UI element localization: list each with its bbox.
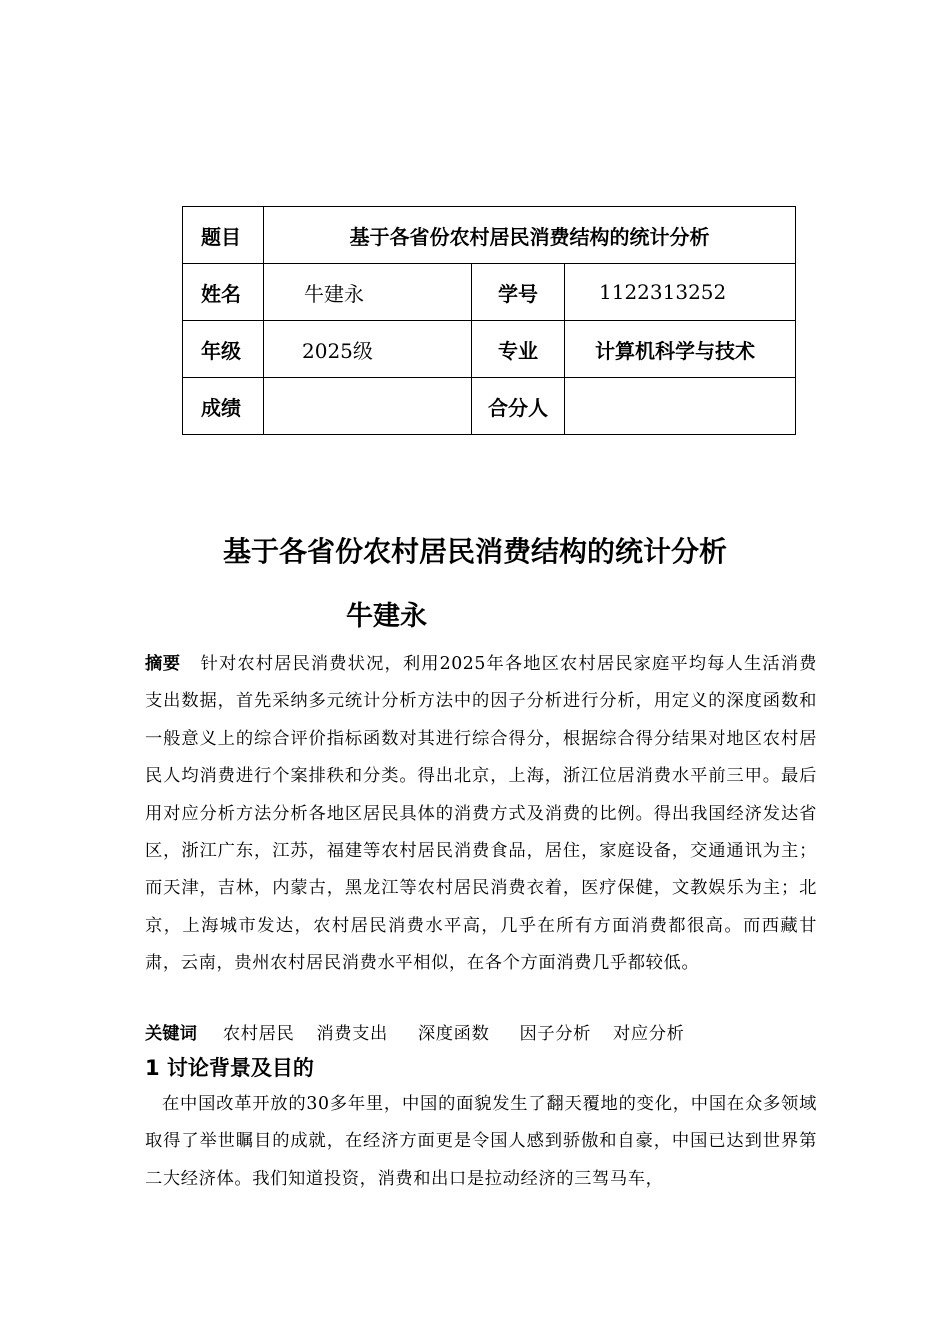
title-value: 基于各省份农村居民消费结构的统计分析 <box>264 207 796 264</box>
section-heading: 1 讨论背景及目的 <box>145 1056 314 1080</box>
paper-author: 牛建永 <box>346 601 427 632</box>
info-row-title <box>183 207 796 264</box>
info-row-grade <box>183 321 796 378</box>
title-label: 题目 <box>183 207 264 264</box>
student-id-value: 1122313252 <box>565 264 796 321</box>
score-value <box>264 378 472 435</box>
paper-title: 基于各省份农村居民消费结构的统计分析 <box>222 535 727 568</box>
grade-value: 2025级 <box>264 321 472 378</box>
name-value: 牛建永 <box>264 264 472 321</box>
info-table <box>182 206 796 435</box>
abstract <box>145 646 817 983</box>
info-row-score <box>183 378 796 435</box>
student-id-label: 学号 <box>472 264 565 321</box>
keyword: 深度函数 <box>417 1024 490 1044</box>
abstract-text: 针对农村居民消费状况，利用2025年各地区农村居民家庭平均每人生活消费支出数据，首先采纳多元统计分析方法中的因子分析进行分析，用定义的深度函数和一般意义上的综合评价指标函数对其进行综合得分，根据综合得分结果对地区农村居民人均消费进行个案排秩和分类。得出北京，上海，浙江位居消费水平前三甲。最后用对应分析方法分析各地区居民具体的消费方式及消费的比例。得出我国经济发达省区，浙江广东，江苏，福建等农村居民消费食品，居住，家庭设备，交通通讯为主；而天津，吉林，内蒙古，黑龙江等农村居民消费衣着，医疗保健，文教娱乐为主；北京，上海城市发达，农村居民消费水平高，几乎在所有方面消费都很高。而西藏甘肃，云南，贵州农村居民消费水平相似，在各个方面消费几乎都较低。 <box>145 654 817 974</box>
grade-label: 年级 <box>183 321 264 378</box>
keyword: 因子分析 <box>519 1024 591 1044</box>
name-label: 姓名 <box>183 264 264 321</box>
keywords-label: 关键词 <box>145 1024 197 1044</box>
keyword: 农村居民 <box>222 1024 295 1044</box>
major-value: 计算机科学与技术 <box>565 321 796 378</box>
keyword: 消费支出 <box>316 1024 388 1044</box>
section-body: 在中国改革开放的30多年里，中国的面貌发生了翻天覆地的变化，中国在众多领域取得了举世瞩目的成就，在经济方面更是令国人感到骄傲和自豪，中国已达到世界第二大经济体。我们知道投资，消费和出口是拉动经济的三驾马车， <box>145 1094 817 1189</box>
keywords <box>145 1019 707 1044</box>
reviewer-label: 合分人 <box>472 378 565 435</box>
info-row-name <box>183 264 796 321</box>
reviewer-value <box>565 378 796 435</box>
keyword: 对应分析 <box>612 1024 685 1044</box>
score-label: 成绩 <box>183 378 264 435</box>
major-label: 专业 <box>472 321 565 378</box>
abstract-label: 摘要 <box>145 654 181 674</box>
